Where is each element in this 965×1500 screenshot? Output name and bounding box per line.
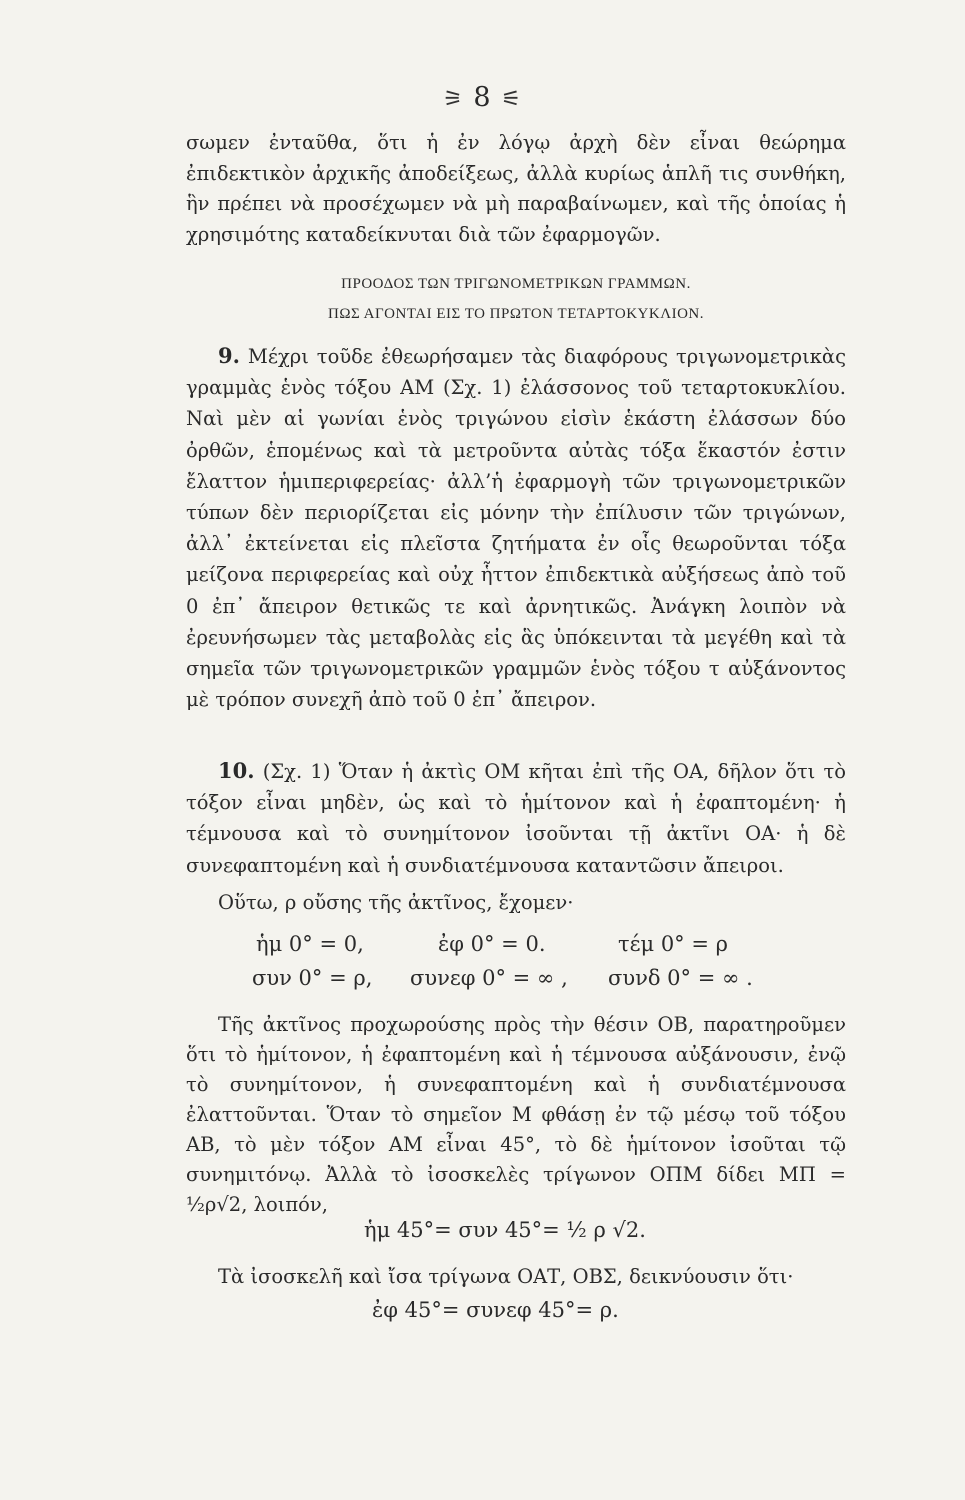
section-10-number: 10.: [218, 758, 255, 783]
section-10-text: Ὅταν ἡ ἀκτὶς ΟΜ κῆται ἐπὶ τῆς ΟΑ, δῆλον ὅτι τὸ τόξον εἶναι μηδὲν, ὡς καὶ τὸ ἡμίτονον καὶ ἡ ἐφαπτομένη· ἡ τέμνουσα καὶ τὸ συνημίτονον ἰσοῦνται τῇ ἀκτῖνι ΟΑ· ἡ δὲ συνεφαπτομένη καὶ ἡ συνδιατέμνουσα καταντῶσιν ἄπειροι.: [186, 760, 847, 877]
eq-tan-cot-45: ἐφ 45°= συνεφ 45°= ρ.: [372, 1298, 619, 1322]
section-10: [186, 755, 846, 881]
section-9: [186, 340, 846, 715]
paragraph-aktinos: Τῆς ἀκτῖνος προχωρούσης πρὸς τὴν θέσιν ΟΒ, παρατηροῦμεν ὅτι τὸ ἡμίτονον, ἡ ἐφαπτομένη καὶ ἡ τέμνουσα αὐξάνουσιν, ἐνῷ τὸ συνημίτονον, ἡ συνεφαπτομένη καὶ ἡ συνδιατέμνουσα ἐλαττοῦνται. Ὅταν τὸ σημεῖον Μ φθάσῃ ἐν τῷ μέσῳ τοῦ τόξου ΑΒ, τὸ μὲν τόξον ΑΜ εἶναι 45°, τὸ δὲ ἡμίτονον ἰσοῦται τῷ συνημιτόνῳ. Ἀλλὰ τὸ ἰσοσκελὲς τρίγωνον ΟΠΜ δίδει ΜΠ = ½ρ√2, λοιπόν,: [186, 1013, 846, 1216]
paragraph-isoskele: Τὰ ἰσοσκελῆ καὶ ἴσα τρίγωνα ΟΑΤ, ΟΒΣ, δεικνύουσιν ὅτι·: [218, 1265, 794, 1288]
eq-sec-0: τέμ 0° = ρ: [618, 932, 728, 956]
running-head: [0, 82, 965, 113]
eq-sin-0: ἡμ 0° = 0,: [256, 932, 364, 956]
section-10-ref: (Σχ. 1): [262, 760, 331, 783]
page-number: 8: [473, 82, 492, 113]
eq-cos-0: συν 0° = ρ,: [252, 966, 373, 990]
eq-sin-cos-45: ἡμ 45°= συν 45°= ½ ρ √2.: [364, 1218, 646, 1242]
eq-csc-0: συνδ 0° = ∞ .: [608, 966, 753, 990]
section-9-text: Μέχρι τοῦδε ἐθεωρήσαμεν τὰς διαφόρους τριγωνομετρικὰς γραμμὰς ἑνὸς τόξου ΑΜ (Σχ. 1) ἐλάσσονος τοῦ τεταρτοκυκλίου. Ναὶ μὲν αἱ γωνίαι ἑνὸς τριγώνου εἰσὶν ἑκάστη ἐλάσσων δύο ὀρθῶν, ἑπομένως καὶ τὰ μετροῦντα αὐτὰς τόξα ἕκαστόν ἐστιν ἔλαττον ἡμιπεριφερείας· ἀλλ’ἡ ἐφαρμογὴ τῶν τριγωνομετρικῶν τύπων δὲν περιορίζεται εἰς μόνην τὴν ἐπίλυσιν τῶν τριγώνων, ἀλλ᾽ ἐκτείνεται εἰς πλεῖστα ζητήματα ἐν οἷς θεωροῦνται τόξα μείζονα περιφερείας καὶ οὐχ ἧττον ἐπιδεκτικὰ αὐξήσεως ἀπὸ τοῦ 0 ἐπ᾽ ἄπειρον θετικῶς τε καὶ ἀρνητικῶς. Ἀνάγκη λοιπὸν νὰ ἐρευνήσωμεν τὰς μεταβολὰς εἰς ἃς ὑπόκεινται τὰ μεγέθη καὶ τὰ σημεῖα τῶν τριγωνομετρικῶν γραμμῶν ἑνὸς τόξου τ αὐξάνοντος μὲ τρόπον συνεχῆ ἀπὸ τοῦ 0 ἐπ᾽ ἄπειρον.: [186, 345, 846, 712]
paragraph-outo: Οὕτω, ρ οὔσης τῆς ἀκτῖνος, ἔχομεν·: [218, 891, 574, 914]
right-ornament-icon: ⚟: [501, 87, 522, 112]
section-heading-2: ΠΩΣ ΑΓΟΝΤΑΙ ΕΙΣ ΤΟ ΠΡΩΤΟΝ ΤΕΤΑΡΤΟΚΥΚΛΙΟΝ.: [327, 306, 704, 322]
section-9-number: 9.: [218, 343, 240, 368]
paragraph-intro: σωμεν ἐνταῦθα, ὅτι ἡ ἐν λόγῳ ἀρχὴ δὲν εἶναι θεώρημα ἐπιδεκτικὸν ἀρχικῆς ἀποδείξεως, ἀλλὰ κυρίως ἁπλῆ τις συνθήκη, ἣν πρέπει νὰ προσέχωμεν νὰ μὴ παραβαίνωμεν, καὶ τῆς ὁποίας ἡ χρησιμότης καταδείκνυται διὰ τῶν ἐφαρμογῶν.: [186, 131, 846, 246]
eq-tan-0: ἐφ 0° = 0.: [438, 932, 546, 956]
eq-cot-0: συνεφ 0° = ∞ ,: [410, 966, 568, 990]
left-ornament-icon: ⚞: [443, 87, 464, 112]
section-heading-1: ΠΡΟΟΔΟΣ ΤΩΝ ΤΡΙΓΩΝΟΜΕΤΡΙΚΩΝ ΓΡΑΜΜΩΝ.: [341, 276, 691, 292]
